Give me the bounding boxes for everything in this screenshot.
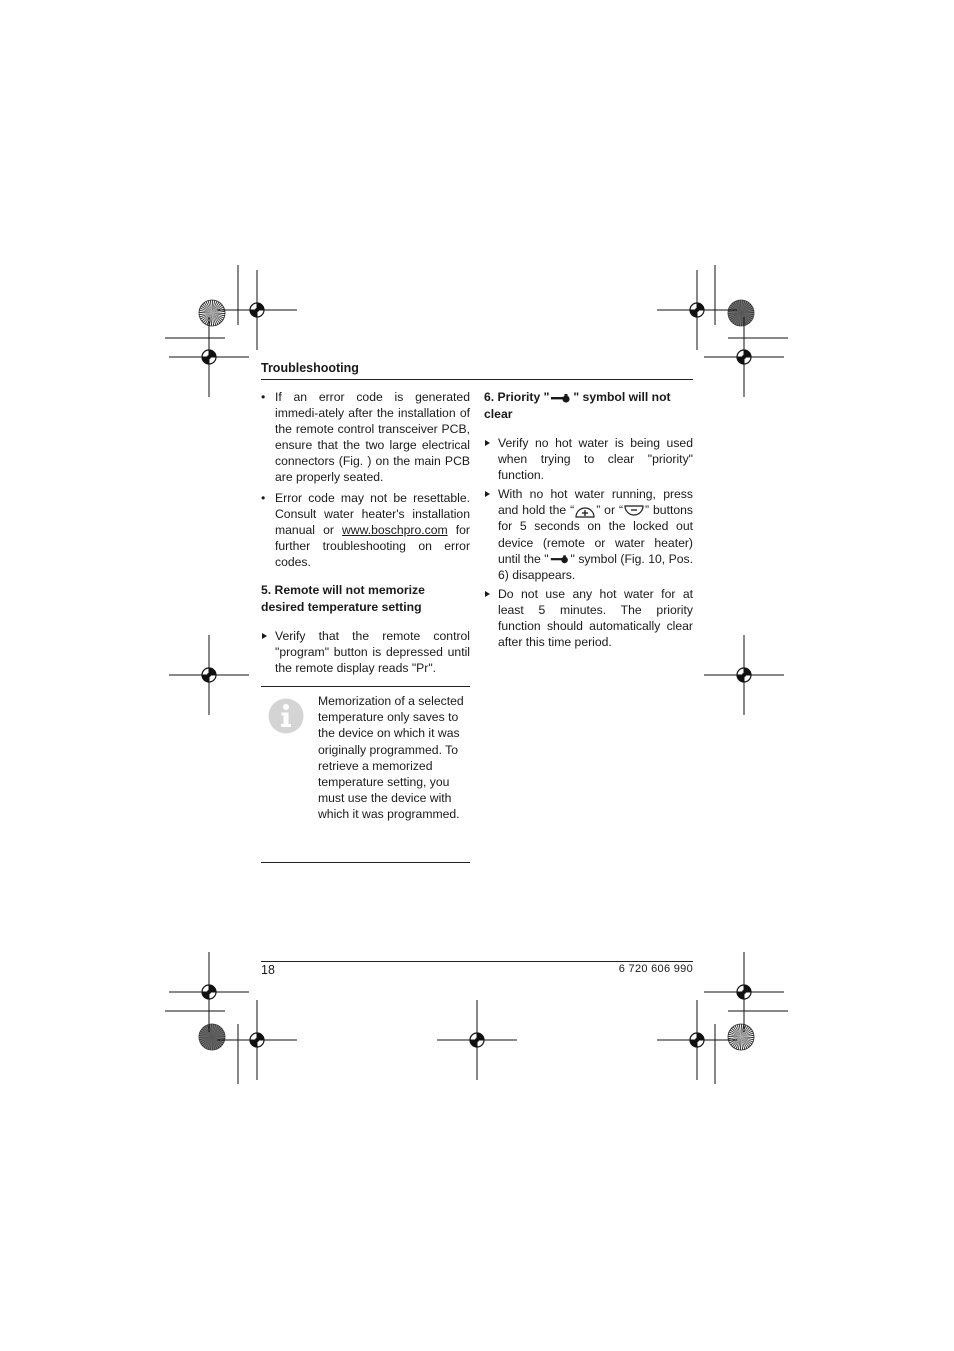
heading-text-after: " symbol will not clear	[484, 390, 671, 421]
bullet-icon: •	[261, 490, 266, 505]
star-wheel-mark	[728, 1024, 754, 1050]
boschpro-link[interactable]: www.boschpro.com	[342, 522, 448, 537]
footer-divider	[261, 961, 693, 962]
arrow-bullet-icon	[262, 633, 267, 639]
note-text: Memorization of a selected temperature only saves to the device on which it was originally programmed. To retrieve a memorized temperature setting, you must use the device with which it was programmed.	[318, 694, 464, 822]
info-note	[261, 686, 470, 863]
right-column	[484, 389, 693, 653]
step-text-part1: With no hot water running, press and hold the “	[498, 487, 693, 518]
minus-button-icon	[623, 505, 645, 518]
page-title: Troubleshooting	[261, 361, 359, 375]
list-item	[261, 389, 470, 486]
page-number: 18	[261, 963, 275, 977]
bullet-text: If an error code is generated immedi-ately after the installation of the remote control transceiver PCB, ensure that the two large electrical connectors (Fig. ) on the main PCB are properly seated.	[275, 390, 470, 485]
star-wheel-mark	[199, 1024, 225, 1050]
step-text: Do not use any hot water for at least 5 minutes. The priority function should automatically clear after this time period.	[498, 586, 693, 650]
section-6-heading	[484, 389, 693, 423]
heading-text-before: 6. Priority "	[484, 390, 550, 404]
step-text: Verify that the remote control "program" button is depressed until the remote display reads "Pr".	[275, 629, 470, 676]
plus-button-icon	[574, 505, 596, 518]
priority-faucet-icon	[549, 553, 571, 565]
arrow-bullet-icon	[485, 440, 490, 446]
document-number: 6 720 606 990	[618, 963, 693, 975]
bullet-icon: •	[261, 390, 266, 404]
arrow-bullet-icon	[485, 491, 490, 497]
step-item	[484, 435, 693, 483]
step-item	[261, 628, 470, 676]
star-wheel-mark	[728, 300, 754, 326]
step-text: Verify no hot water is being used when trying to clear "priority" function.	[498, 436, 693, 483]
header-divider	[261, 379, 693, 380]
bullet-text-before: Error code may not be resettable. Consult water heater's installation manual or	[275, 490, 470, 537]
list-item	[261, 490, 470, 570]
step-item	[484, 586, 693, 650]
step-text-part3: ” buttons for 5 seconds on the locked out device (remote or water heater) until the "	[498, 503, 693, 566]
priority-faucet-icon	[549, 392, 573, 404]
arrow-bullet-icon	[485, 591, 490, 597]
step-item	[484, 486, 693, 583]
step-text-part2: ” or “	[596, 503, 624, 518]
section-5-heading: 5. Remote will not memorize desired temperature setting	[261, 583, 425, 615]
left-column	[261, 389, 470, 679]
star-wheel-mark	[199, 300, 225, 326]
bullet-text-after: for further troubleshooting on error codes.	[275, 522, 470, 569]
info-icon	[268, 698, 304, 734]
step-text-part4: " symbol (Fig. 10, Pos. 6) disappears.	[498, 551, 693, 582]
